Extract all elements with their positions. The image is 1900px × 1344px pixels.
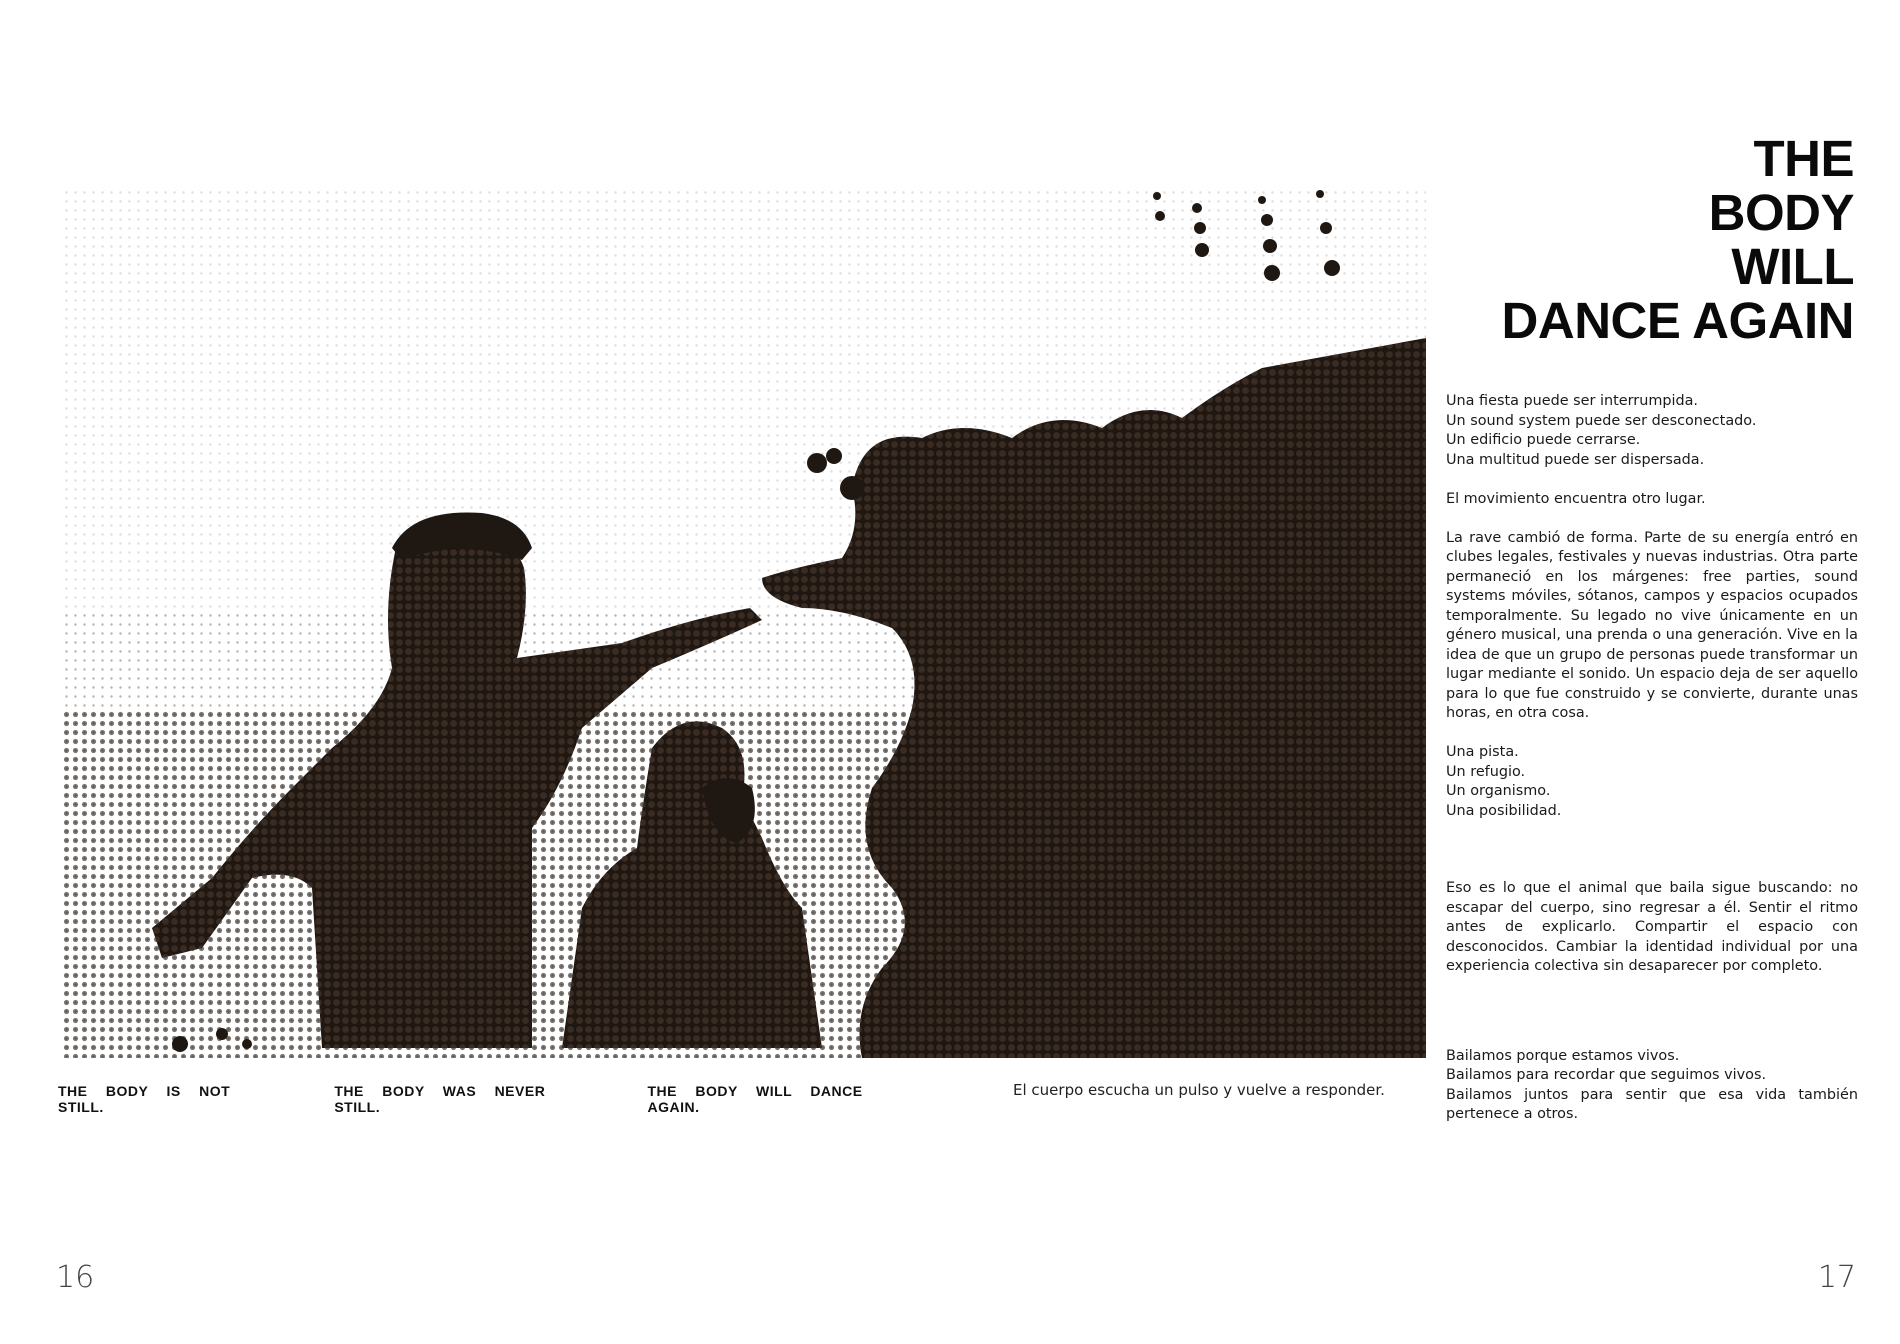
article-body [1446,392,1858,1125]
stanza-line: Un refugio. [1446,763,1526,780]
stanza-line: Un edificio puede cerrarse. [1446,432,1641,448]
closing-line: Bailamos porque estamos vivos. [1446,1047,1680,1064]
page-number-right: 17 [1817,1260,1856,1295]
page-number-left: 16 [56,1260,95,1295]
caption-row [58,1083,918,1115]
caption-body-never-still: THE BODY WAS NEVER STILL. [334,1083,546,1115]
center-caption: El cuerpo escucha un pulso y vuelve a responder. [1013,1081,1385,1099]
paragraph-animal: Eso es lo que el animal que baila sigue buscando: no escapar del cuerpo, sino regresar a él. Sentir el ritmo antes de explicarlo. Compartir el espacio con desconocidos. Cambiar la identidad individual por una experiencia colectiva sin desaparecer por completo. [1446,880,1858,974]
stanza-line: Un organismo. [1446,783,1551,799]
paragraph-rave: La rave cambió de forma. Parte de su energía entró en clubes legales, festivales y nuevas industrias. Otra parte permaneció en los márgenes: free parties, sound systems móviles, sótanos, campos y espacios ocupados temporalmente. Su legado no vive únicamente en un género musical, una prenda o una generación. Vive en la idea de que un grupo de personas puede transformar un lugar mediante el sonido. Un espacio deja de ser aquello para lo que fue construido y se convierte, durante unas horas, en otra cosa. [1446,529,1858,721]
halftone-dancers-image [62,188,1426,1058]
closing-line: Bailamos juntos para sentir que esa vida también pertenece a otros. [1446,1086,1858,1122]
title-line: DANCE AGAIN [1501,292,1854,349]
closing-line: Bailamos para recordar que seguimos vivos. [1446,1067,1767,1083]
caption-body-not-still: THE BODY IS NOT STILL. [58,1083,231,1115]
title-line: BODY [1708,184,1854,241]
page-title [1434,132,1854,348]
stanza-line: Un sound system puede ser desconectado. [1446,412,1757,429]
stanza-line: Una fiesta puede ser interrumpida. [1446,393,1699,409]
title-line: WILL [1731,238,1854,295]
movement-line: El movimiento encuentra otro lugar. [1446,490,1706,507]
stanza-line: Una posibilidad. [1446,802,1562,819]
stanza-line: Una pista. [1446,744,1519,760]
title-line: THE [1753,130,1854,187]
caption-body-dance-again: THE BODY WILL DANCE AGAIN. [647,1083,863,1115]
stanza-line: Una multitud puede ser dispersada. [1446,451,1705,468]
